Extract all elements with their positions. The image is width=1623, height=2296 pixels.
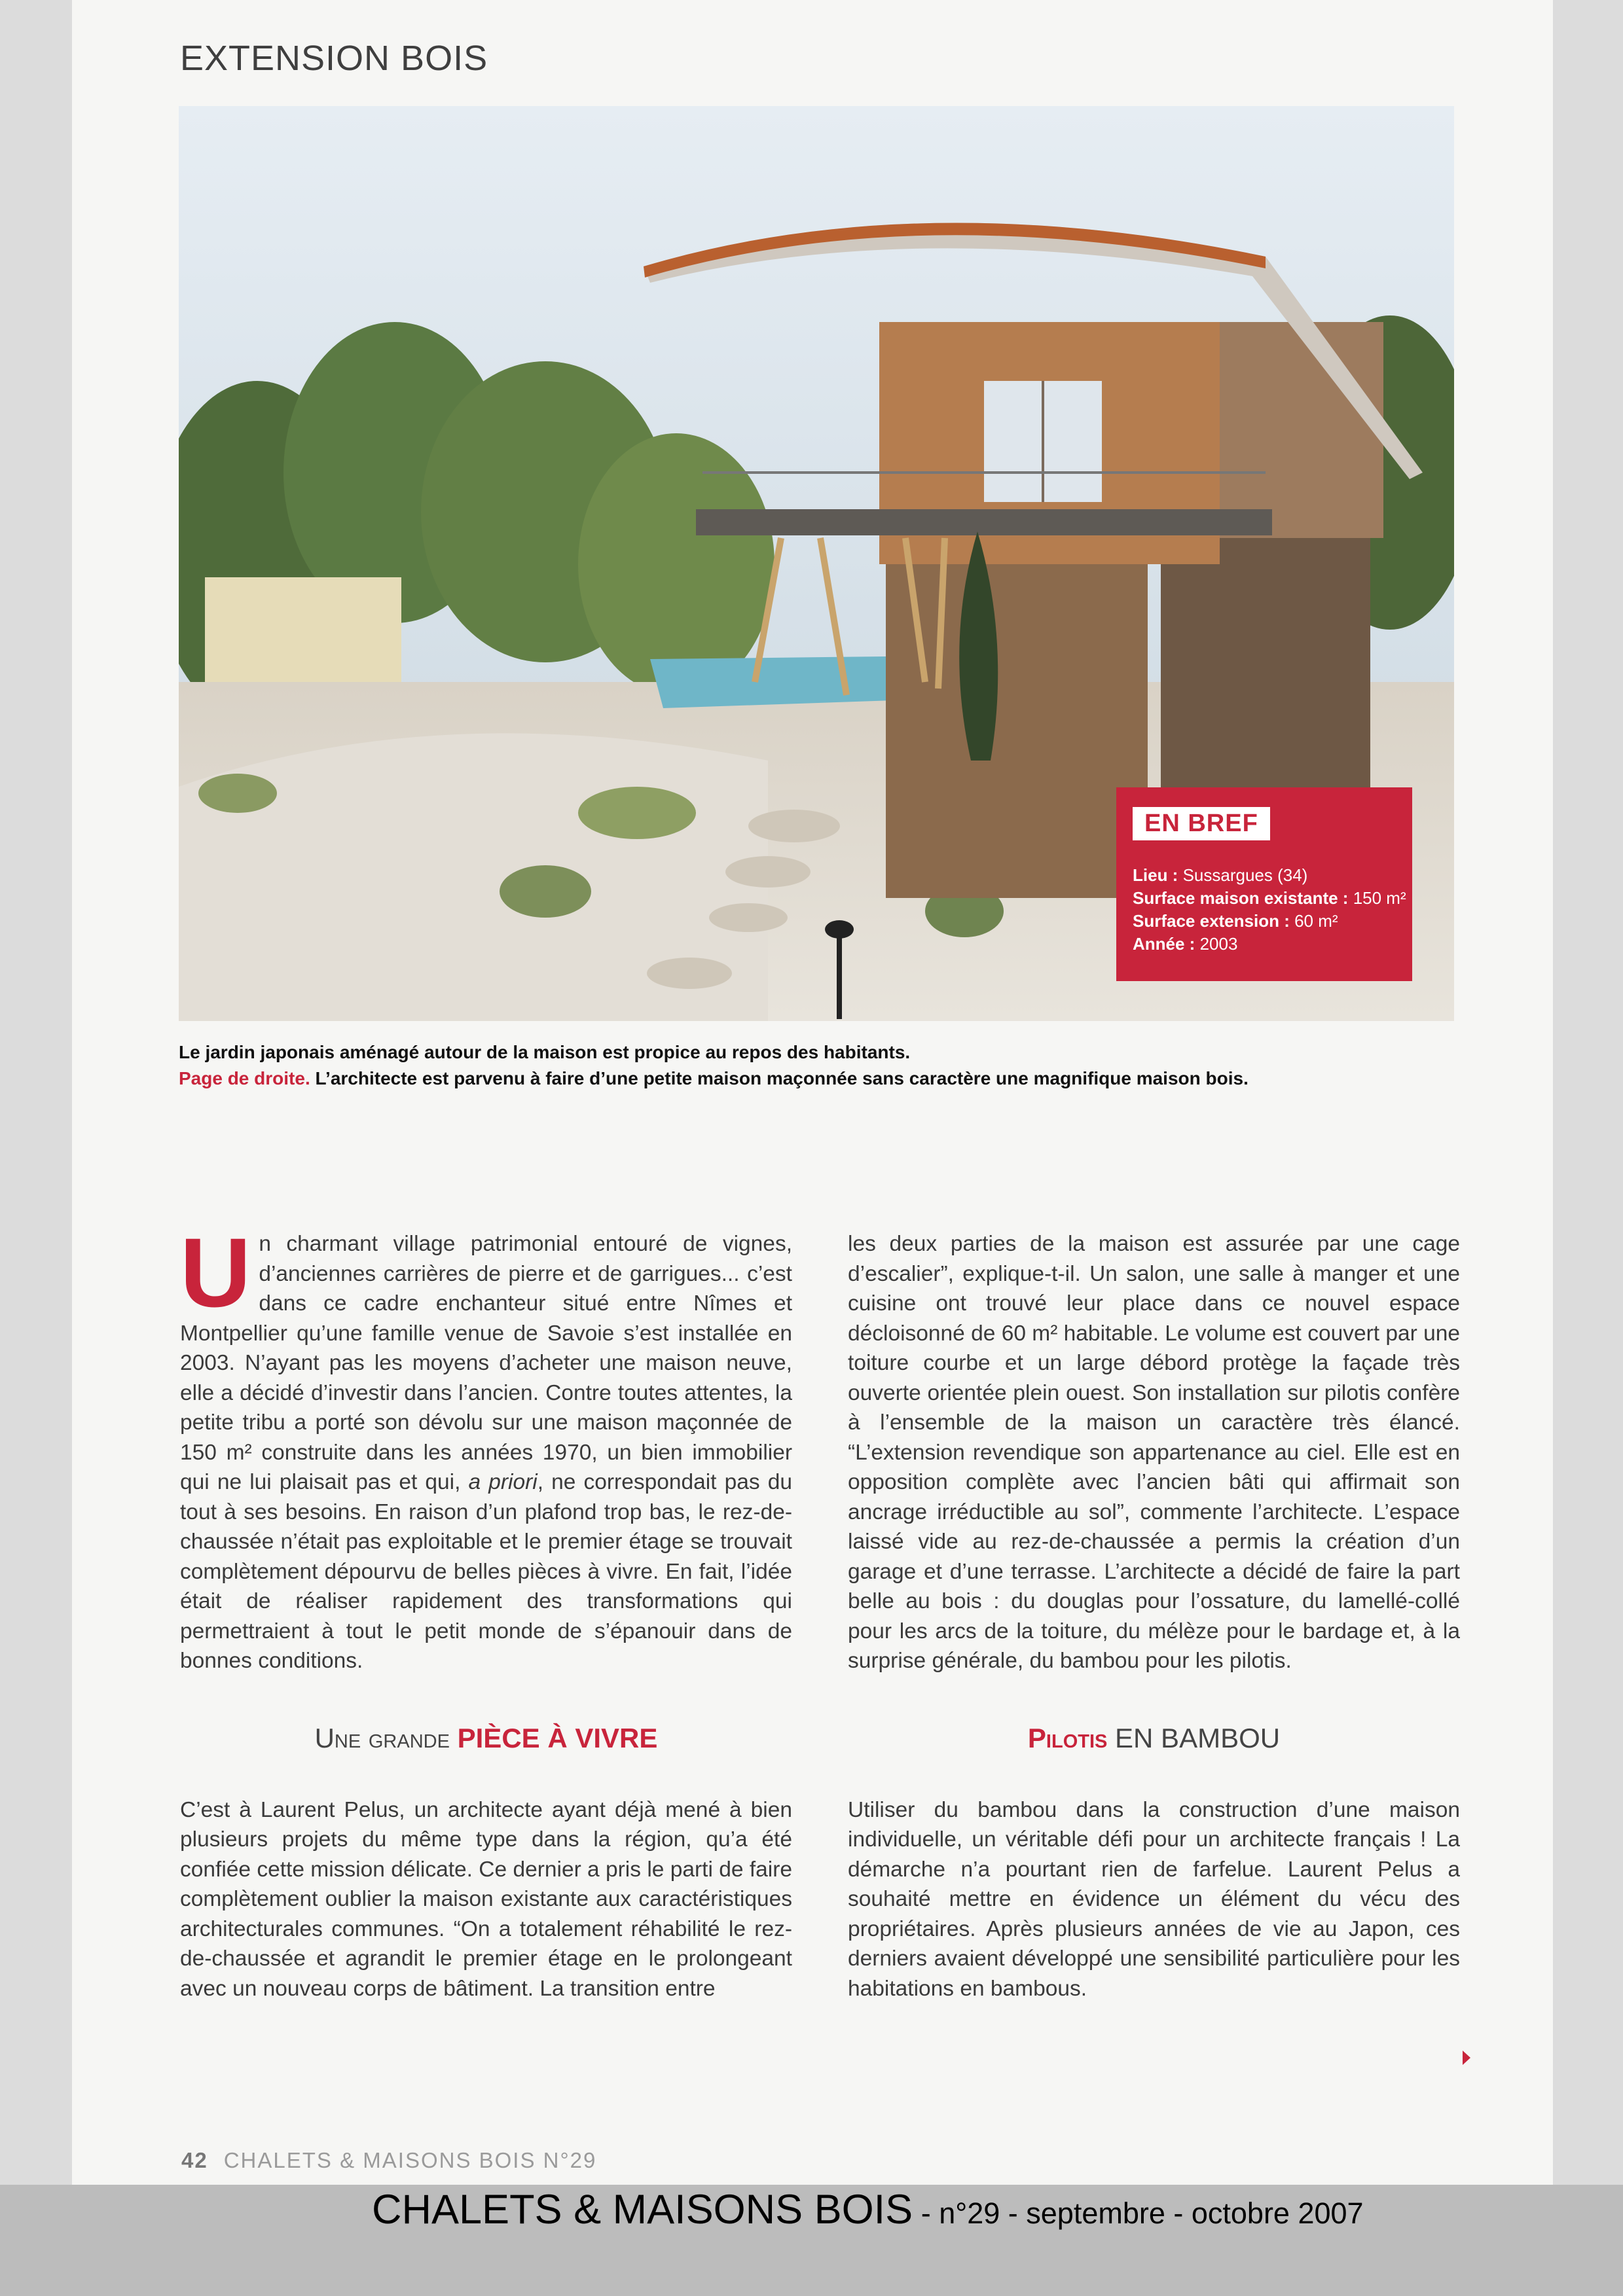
paragraph-1-text-a: n charmant village patrimonial entouré de vignes, d’anciennes carrières de pierre et de garrigues... c’est dans ce cadre enchanteur situé entre Nîmes et Montpellier qu’une famille venue de Savoie s’est installée en 2003. N’ayant pas les moyens d’acheter une maison neuve, elle a décidé d’investir dans l’ancien. Contre toutes attentes, la petite tribu a porté son dévolu sur une maison maçonnée de 150 m² construite dans les années 1970, un bien immobilier qui ne lui plaisait pas et qui, bbox=[180, 1232, 792, 1494]
caption-line-2 bbox=[179, 1066, 1455, 1092]
bref-label: Surface extension : bbox=[1133, 911, 1290, 931]
bref-value: Sussargues (34) bbox=[1182, 865, 1308, 885]
subheading-1-plain: Une grande bbox=[314, 1722, 458, 1753]
bref-label: Année : bbox=[1133, 934, 1195, 954]
article-column-right bbox=[848, 1229, 1460, 2003]
bref-label: Lieu : bbox=[1133, 865, 1178, 885]
bref-line bbox=[1133, 933, 1406, 956]
footer-band bbox=[0, 2185, 1623, 2296]
footer-title: CHALETS & MAISONS BOIS bbox=[372, 2187, 913, 2233]
drop-cap: U bbox=[180, 1217, 251, 1327]
page-folio bbox=[181, 2148, 596, 2173]
paragraph-4: Utiliser du bambou dans la construction d’une maison individuelle, un véritable défi pour un architecte français ! La démarche n’a pourtant rien de farfelue. Laurent Pelus a souhaité mettre en évidence un élément du vécu des propriétaires. Après plusieurs années de vie au Japon, ces derniers avaient développé une sensibilité particulière pour les habitations en bambous. bbox=[848, 1797, 1460, 2001]
article-column-left bbox=[180, 1217, 792, 2003]
subheading-piece-a-vivre bbox=[180, 1722, 792, 1755]
continue-arrow-icon bbox=[1463, 2051, 1470, 2065]
bref-line bbox=[1133, 910, 1406, 933]
bref-line bbox=[1133, 864, 1406, 887]
footer-details: - n°29 - septembre - octobre 2007 bbox=[913, 2197, 1364, 2230]
paragraph-1 bbox=[180, 1217, 792, 1676]
subheading-1-accent: PIÈCE À VIVRE bbox=[457, 1722, 658, 1753]
en-bref-box bbox=[1116, 787, 1412, 981]
bref-value: 150 m² bbox=[1353, 888, 1406, 908]
photo-caption bbox=[179, 1039, 1455, 1092]
paragraph-1-text-b: , ne correspondait pas du tout à ses besoins. En raison d’un plafond trop bas, le rez-de-chaussée n’était pas exploitable et le premier étage se trouvait complètement dépourvu de belles pièces à vivre. En fait, l’idée était de réaliser rapidement des transformations qui permettraient à tout le petit monde de s’épanouir dans de bonnes conditions. bbox=[180, 1470, 792, 1673]
subheading-2-accent: Pilotis bbox=[1027, 1722, 1108, 1753]
caption-text: L’architecte est parvenu à faire d’une petite maison maçonnée sans caractère une magnifique maison bois. bbox=[310, 1068, 1249, 1088]
subheading-2-plain: EN BAMBOU bbox=[1107, 1722, 1281, 1753]
en-bref-title: EN BREF bbox=[1133, 807, 1270, 840]
paragraph-1-emphasis: a priori bbox=[468, 1470, 538, 1494]
paragraph-2: C’est à Laurent Pelus, un architecte ayant déjà mené à bien plusieurs projets du même type dans la région, qu’a été confiée cette mission délicate. Ce dernier a pris le parti de faire complètement oublier la maison existante aux caractéristiques architecturales communes. “On a totalement réhabilité le rez-de-chaussée et agrandit le premier étage en le prolongeant avec un nouveau corps de bâtiment. La transition entre bbox=[180, 1797, 792, 2001]
bref-value: 60 m² bbox=[1294, 911, 1338, 931]
section-header: EXTENSION BOIS bbox=[180, 39, 488, 78]
paragraph-3: les deux parties de la maison est assurée par une cage d’escalier”, explique-t-il. Un salon, une salle à manger et une cuisine ont trouvé leur place dans ce nouvel espace décloisonné de 60 m² habitable. Le volume est couvert par une toiture courbe et un large débord protège la façade très ouverte orientée plein ouest. Son installation sur pilotis confère à l’ensemble de la maison un caractère très élancé. “L’extension revendique son appartenance au ciel. Elle est en opposition complète avec l’ancien bâti qui affirmait son ancrage irréductible au sol”, commente l’architecte. L’espace laissé vide au rez-de-chaussée a permis la création d’un garage et d’une terrasse. L’architecte a décidé de faire la part belle au bois : du douglas pour l’ossature, du lamellé-collé pour les arcs de la toiture, du mélèze pour le bardage et, à la surprise générale, du bambou pour les pilotis. bbox=[848, 1232, 1460, 1673]
subheading-pilotis bbox=[848, 1722, 1460, 1755]
bref-line bbox=[1133, 887, 1406, 910]
footer-credit bbox=[372, 2186, 1364, 2233]
folio-magazine: CHALETS & MAISONS BOIS N°29 bbox=[223, 2148, 597, 2172]
caption-lead: Page de droite. bbox=[179, 1068, 310, 1088]
bref-value: 2003 bbox=[1199, 934, 1238, 954]
bref-label: Surface maison existante : bbox=[1133, 888, 1349, 908]
page-number: 42 bbox=[181, 2148, 208, 2172]
en-bref-lines bbox=[1133, 864, 1406, 956]
caption-line-1: Le jardin japonais aménagé autour de la maison est propice au repos des habitants. bbox=[179, 1042, 911, 1062]
